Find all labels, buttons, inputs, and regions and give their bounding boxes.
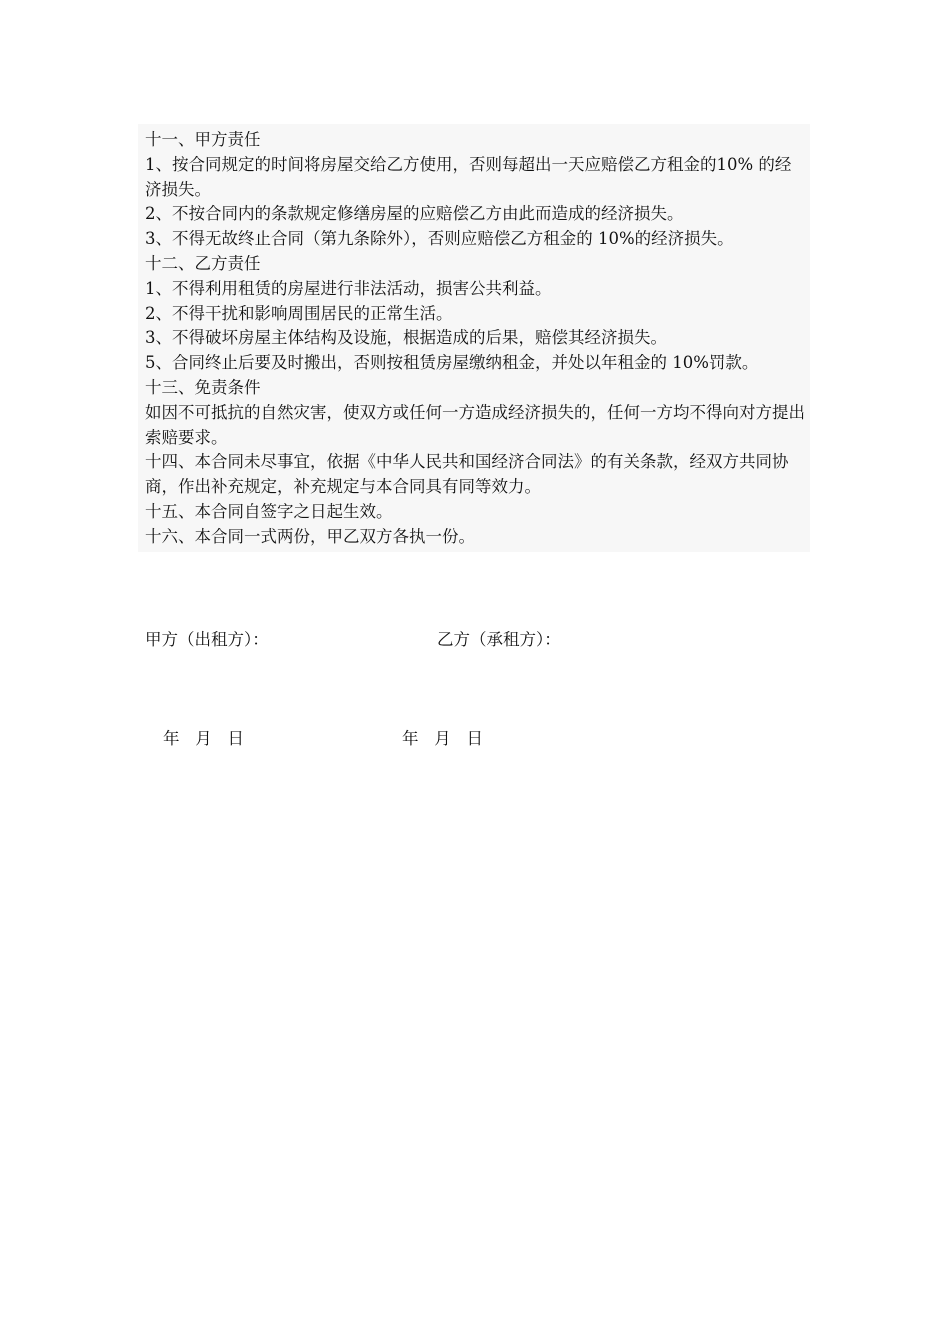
section-12-item-3: 3、不得破坏房屋主体结构及设施，根据造成的后果，赔偿其经济损失。 [145, 328, 667, 348]
section-11-heading: 十一、甲方责任 [145, 130, 261, 149]
party-b-date: 年 月 日 [402, 729, 483, 748]
party-b-signature-label: 乙方（承租方）： [437, 630, 561, 649]
section-12-item-5: 5、合同终止后要及时搬出，否则按租赁房屋缴纳租金，并处以年租金的 10%罚款。 [145, 353, 759, 373]
party-a-signature-label: 甲方（出租方）： [145, 630, 269, 649]
section-13-body: 如因不可抵抗的自然灾害，使双方或任何一方造成经济损失的，任何一方均不得向对方提出索赔要求。 [145, 402, 805, 447]
party-a-date: 年 月 日 [163, 729, 244, 748]
section-12-item-1: 1、不得利用租赁的房屋进行非法活动，损害公共利益。 [145, 278, 552, 298]
section-11-item-1: 1、按合同规定的时间将房屋交给乙方使用，否则每超出一天应赔偿乙方租金的10% 的经济损失。 [145, 154, 792, 199]
section-14-body: 十四、本合同未尽事宜，依据《中华人民共和国经济合同法》的有关条款，经双方共同协商，作出补充规定，补充规定与本合同具有同等效力。 [145, 452, 789, 497]
section-12-heading: 十二、乙方责任 [145, 253, 261, 273]
section-16-body: 十六、本合同一式两份，甲乙双方各执一份。 [145, 526, 475, 546]
section-13-heading: 十三、免责条件 [145, 377, 261, 397]
contract-clauses [138, 124, 810, 552]
section-15-body: 十五、本合同自签字之日起生效。 [145, 501, 393, 521]
section-11-item-3: 3、不得无故终止合同（第九条除外），否则应赔偿乙方租金的 10%的经济损失。 [145, 229, 734, 249]
section-12-item-2: 2、不得干扰和影响周围居民的正常生活。 [145, 303, 453, 323]
section-11-item-2: 2、不按合同内的条款规定修缮房屋的应赔偿乙方由此而造成的经济损失。 [145, 204, 684, 224]
